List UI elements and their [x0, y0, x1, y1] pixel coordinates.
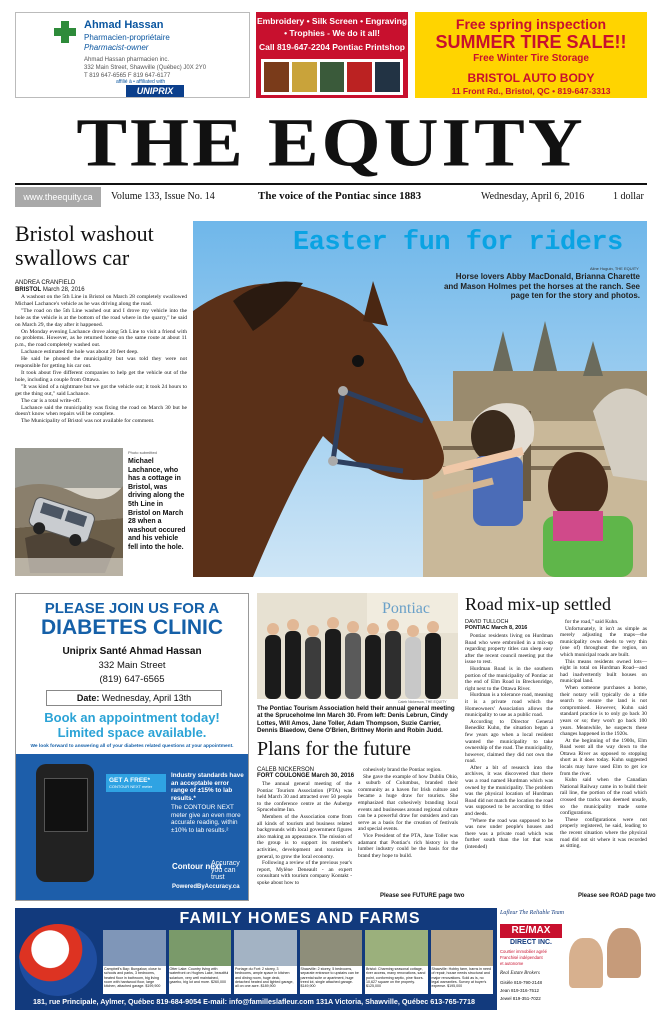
road-paragraph: At the beginning of the 1900s, Elm Road went all the way down to the Ottawa River as opposed to stopping short as it does today. Kuhn suggested locals may have used Elm to get ice from the river. — [560, 737, 647, 777]
family-homes-ad[interactable] — [15, 908, 647, 1010]
home-listing[interactable] — [431, 930, 494, 994]
washout-car-photo — [15, 448, 123, 576]
road-paragraph: These configurations were not properly registered, he said, leading to the recent situation where the physical road did not sit where it was recorded as sitting. — [560, 816, 647, 850]
tagline: The voice of the Pontiac since 1883 — [258, 190, 422, 202]
easter-headline[interactable]: Easter fun for riders — [293, 228, 623, 258]
pharmacy-ad-company: Ahmad Hassan pharmacien inc. — [84, 57, 170, 63]
homes-listings — [103, 930, 493, 994]
home-listing-text: Bristol: Charming seasonal cottage, river access, many renovations, sand point, conforming septic, pine floors. 10,627 square on the property. $125,000 — [366, 967, 426, 989]
plans-article-col2 — [358, 767, 458, 859]
website-link[interactable]: www.theequity.ca — [15, 187, 101, 207]
remax-balloon-icon — [19, 924, 97, 996]
printshop-ad-line2: • Trophies - We do it all! — [284, 28, 380, 38]
diabetes-ad-fine-print: We look forward to answering all of your diabetes related questions at your appointment. — [30, 744, 234, 749]
contour-website[interactable]: PoweredByAccuracy.ca — [172, 884, 240, 890]
home-listing[interactable] — [169, 930, 232, 994]
agent-photo-2 — [607, 928, 641, 978]
washout-paragraph: Lachance said the municipality was fixing the road on March 30 but he doesn't know when repairs will be complete. — [15, 404, 187, 418]
gift-title: GET A FREE* — [109, 777, 151, 784]
road-paragraph: Kuhn said when the Canadian National Railway came in to build their rail line, the portion of the road which crossed the tracks was deemed unsafe, so the municipality made some configurations. — [560, 777, 647, 817]
home-listing[interactable] — [365, 930, 428, 994]
diabetes-ad-cta2: Limited space available. — [57, 725, 207, 740]
washout-dateline-place: BRISTOL — [15, 287, 42, 293]
agent-phone-3: Jewel 819-351-7022 — [500, 996, 541, 1001]
diabetes-ad-headline2: DIABETES CLINIC — [40, 616, 223, 639]
diabetes-clinic-ad[interactable] — [15, 593, 249, 901]
issue-date: Wednesday, April 6, 2016 — [481, 191, 585, 202]
tire-ad-line3: Free Winter Tire Storage — [473, 53, 589, 64]
road-paragraph: After a bit of research into the archives, it was discovered that there was a road named Hurdman which was owned by the municipality. The problem was the physical location of Hurdman Road did not match the location the road was supposed to be according to titles and deeds. — [465, 764, 553, 818]
plans-author: CALEB NICKERSON — [257, 767, 315, 773]
home-listing-text: Portage du Fort: 2 storey, 3 bedrooms, ample space in kitchen and dining room, huge deck, detached heated and lighted garage, all on one acre. $189,900 — [235, 967, 294, 989]
pharmacy-ad-affiliation: affilié à • affiliated with — [116, 79, 166, 85]
tourism-photo-credit: Caleb Nickerson, THE EQUITY — [398, 700, 447, 704]
pharmacy-ad-title-fr: Pharmacien-propriétaire — [84, 33, 170, 42]
washout-paragraph: "The road on the 5th Line washed out and I drove my vehicle into the hole as the vehicle is at the bottom of the road where in the quarry," he said on March 29, the day after it happened. — [15, 307, 187, 328]
diabetes-ad-standards: Industry standards have an acceptable error range of ±15% to lab results.* — [171, 772, 244, 802]
glucose-meter-image — [36, 764, 94, 882]
road-article-col1 — [465, 633, 553, 851]
road-paragraph: Unfortunately, it isn't as simple as merely adjusting the maps—the municipality owns deeds to very thin (one of) throughout the region, on which municipal roads are built. — [560, 625, 647, 658]
road-paragraph: Hurdman is a tolerance road, meaning it is a private road which the Homeowners' Association allows the municipality to use as a public road. — [465, 692, 553, 719]
home-listing-text: Shawville: Hobby farm, barns in need of repair, house needs structural and major renovations. Sold as is, no legal warranties. Survey at buyer's expense. $195,000 — [431, 967, 492, 989]
road-paragraph: for the road," said Kuhn. — [565, 619, 619, 625]
agent-role: Real Estate Brokers — [500, 971, 540, 976]
diabetes-ad-claim: The CONTOUR NEXT meter give an even more accurate reading, within ±10% to lab results.² — [171, 804, 241, 834]
contour-tagline: Accuracy you can trust — [211, 860, 240, 881]
diabetes-ad-date: Wednesday, April 13th — [101, 693, 192, 703]
plans-byline — [257, 767, 354, 779]
road-jump-link[interactable]: Please see ROAD page two — [578, 893, 656, 899]
agent-line2: Franchisé indépendant — [500, 955, 543, 960]
washout-photo-caption: Michael Lachance, who has a cottage in Bristol, was driving along the 5th Line in Bristol on March 28 when a washout occured and his vehicle fell into the hole. — [128, 458, 186, 551]
home-listing-text: Campbell's Bay: Bungalow, close to schools and parks, 3 bedrooms, heated floor in bathroom, big living room with hardwood floor, large kitchen, attached garage. $199,900 — [104, 967, 161, 989]
diabetes-ad-gift-badge — [106, 774, 166, 792]
washout-headline[interactable]: Bristol washout swallows car — [15, 221, 154, 270]
home-listing-photo — [169, 930, 232, 966]
washout-dateline-date: March 28, 2016 — [42, 287, 85, 293]
homes-ad-footer: 181, rue Principale, Aylmer, Québec 819-684-9054 E-mail: info@familleslafleur.com 131A Victoria, Shawville, Québec 613-765-7718 — [33, 997, 475, 1006]
diabetes-ad-date-label: Date: — [76, 693, 100, 703]
washout-paragraph: "It was kind of a nightmare but we got the vehicle out; it took 24 hours to get the thing out," said Lachance. — [15, 383, 187, 397]
home-listing[interactable] — [234, 930, 297, 994]
road-paragraph: Pontiac residents living on Hurdman Road who were embroiled in a mix-up regarding property titles can sleep easy after the recent council meeting put the issue to rest. — [465, 633, 553, 666]
plans-paragraph: She gave the example of how Dublin Ohio, a suburb of Columbus, branded their community as a haven for Irish culture and became a huge draw for tourists. She emphasized that cohesively branding local events and businesses around regional culture can be a powerful draw for outsiders and can serve as a basis for the creation of festivals and special events. — [358, 773, 458, 833]
road-article-col2 — [560, 619, 647, 850]
agent-phone-1: Gisèle 819-790-2148 — [500, 980, 543, 985]
pharmacy-ad[interactable] — [15, 12, 250, 108]
agent-photo-1 — [569, 938, 603, 988]
volume-issue: Volume 133, Issue No. 14 — [111, 191, 215, 202]
home-listing-photo — [234, 930, 297, 966]
printshop-ad-phone: Call 819-647-2204 Pontiac Printshop — [259, 42, 405, 52]
masthead — [15, 103, 647, 183]
plans-paragraph: Members of the Association come from all kinds of tourism and business related backgrounds with local government figures also making an appearance. The mission of the group is to support its member's activities, development and tourism in general, to grow the local economy. — [257, 813, 352, 860]
washout-paragraph: The car is a total write-off. — [21, 397, 81, 404]
uniprix-logo: UNIPRIX santé — [126, 85, 184, 97]
plans-jump-link[interactable]: Please see FUTURE page two — [380, 893, 465, 899]
washout-paragraph: On Monday evening Lachance drove along 5th Line to visit a friend with no problems. However, as he returned home on the same route at about 11 p.m., the road completely washed out. — [15, 328, 187, 349]
plans-paragraph: Following a review of the previous year's report, Mylène Deneault - an expert consultant with tourism company Kontakt - spoke about how to — [257, 860, 352, 886]
easter-photo-caption: Horse lovers Abby MacDonald, Brianna Charette and Mason Holmes pet the horses at the ranch. See page ten for the story and photos. — [443, 272, 640, 300]
pharmacy-ad-phones: T 819 647-6565 F 819 647-6177 — [84, 73, 171, 79]
plans-dateline: FORT COULONGE March 30, 2016 — [257, 773, 355, 779]
tourism-group-photo — [257, 593, 458, 699]
homes-ad-title: FAMILY HOMES AND FARMS — [179, 910, 421, 927]
newspaper-title: THE EQUITY — [76, 105, 586, 181]
plans-paragraph: cohesively brand the Pontiac region. — [363, 767, 442, 773]
tire-ad-headline: SUMMER TIRE SALE!! — [435, 32, 627, 52]
agent-line3: et autonome — [500, 961, 524, 966]
easter-photo-credit: Aline Huguin, THE EQUITY — [590, 266, 639, 271]
issue-info-bar — [15, 187, 647, 207]
home-listing-photo — [431, 930, 494, 966]
road-paragraph: Hurdman Road is in the southern portion of the municipality of Pontiac at the end of Elm Road in Breckenridge, right next to the Ottawa River. — [465, 665, 553, 692]
home-listing[interactable] — [103, 930, 166, 994]
pharmacy-cross-icon — [54, 21, 76, 43]
agent-direct: DIRECT INC. — [510, 939, 552, 946]
tire-sale-ad[interactable] — [415, 12, 647, 98]
road-author: DAVID TULLOCH — [465, 619, 509, 625]
diabetes-ad-date-box — [46, 690, 222, 706]
road-paragraph: This means residents owned lots—eight in total on Hurdman Road—and had inadvertently built houses on municipal land. — [560, 658, 647, 685]
washout-paragraph: A washout on the 5th Line in Bristol on March 28 completely swallowed Michael Lachance's vehicle as he was driving along the road. — [15, 294, 187, 307]
tire-ad-address: 11 Front Rd., Bristol, QC • 819-647-3313 — [451, 86, 611, 96]
road-dateline: PONTIAC March 8, 2016 — [465, 625, 528, 631]
plans-article-col1 — [257, 781, 352, 887]
agent-panel — [497, 908, 647, 1010]
plans-headline[interactable]: Plans for the future — [257, 738, 411, 760]
home-listing-text: Shawville: 2 storey, 5 bedrooms, separate entrance to upstairs can be parental suite or apartment, huge treed lot, single attached garage. $149,900 — [300, 967, 359, 989]
washout-article-body — [15, 294, 187, 425]
gift-sub: CONTOUR NEXT meter — [109, 784, 153, 789]
masthead-rule — [15, 183, 647, 185]
washout-paragraph: He said he phoned the municipality but was told they were not responsible for getting his car out. — [15, 356, 187, 370]
road-byline — [465, 619, 527, 631]
road-paragraph: "Where the road was supposed to be was now under people's houses and there was a private road which was further south than the lot that was (intended) — [465, 817, 553, 850]
diabetes-ad-cta1: Book an appointment today! — [44, 710, 220, 725]
washout-byline: ANDREA CRANFIELD — [15, 280, 76, 286]
washout-paragraph: It took about five different companies to help get the vehicle out of the hole, including a couple from Ottawa. — [15, 369, 187, 383]
contour-logo: Contour next — [172, 862, 222, 871]
home-listing-text: Otter Lake: Country living with waterfront on Hughes Lake, beautiful solarium, very well maintained, gazebo, big lot and more. $260,000 — [169, 967, 229, 984]
pharmacy-ad-name: Ahmad Hassan — [84, 19, 164, 31]
printshop-ad-line1: Embroidery • Silk Screen • Engraving — [256, 16, 408, 26]
remax-logo: RE/MAX — [500, 924, 562, 938]
printshop-ad[interactable] — [256, 12, 408, 98]
home-listing-photo — [365, 930, 428, 966]
road-paragraph: According to Director General Benedikt Kuhn, the situation began a few years ago when a local resident wanted the municipality to take ownership of the road. The municipality, however, claimed they did not own the road. — [465, 718, 553, 765]
road-paragraph: When someone purchases a home, their notary will typically do a title search to ensure the land is not compromised. However, Kuhn said standard practice is to only go back 30 years or so; they won't go back 100 years. Meanwhile, he suspects these changes happened in the 1920s. — [560, 684, 647, 738]
home-listing-photo — [103, 930, 166, 966]
pharmacy-ad-title-en: Pharmacist-owner — [84, 43, 149, 52]
issue-price: 1 dollar — [613, 191, 644, 202]
pharmacy-ad-address: 332 Main Street, Shawville (Québec) J0X 2Y0 — [84, 65, 207, 71]
diabetes-ad-headline1: PLEASE JOIN US FOR A — [44, 600, 220, 617]
tire-ad-line1: Free spring inspection — [455, 16, 607, 32]
washout-paragraph: The Municipality of Bristol was not available for comment. — [21, 418, 155, 425]
agent-phone-2: Jean 819-316-7512 — [500, 988, 540, 993]
road-headline[interactable]: Road mix-up settled — [465, 594, 611, 614]
washout-dateline — [15, 287, 85, 293]
diabetes-ad-address: 332 Main Street — [98, 660, 166, 671]
home-listing[interactable] — [300, 930, 363, 994]
tourism-banner-text: Pontiac — [382, 600, 430, 617]
plans-paragraph: Vice President of the PTA, Jane Toller was adamant that Pontiac's rich history in the lumber industry could be the basis for the brand they hope to build. — [358, 832, 458, 859]
agent-line1: Courtier immobilier agréé — [500, 949, 548, 954]
diabetes-ad-phone: (819) 647-6565 — [99, 674, 165, 685]
diabetes-ad-pharmacy: Uniprix Santé Ahmad Hassan — [62, 646, 202, 657]
tire-ad-shop: BRISTOL AUTO BODY — [467, 71, 595, 85]
home-listing-photo — [300, 930, 363, 966]
printshop-products-image — [261, 59, 403, 95]
agent-brand: Lafleur The Reliable Team — [500, 910, 564, 916]
plans-paragraph: The annual general meeting of the Pontiac Tourism Association (PTA) was held March 30 and attracted over 50 people to the conference centre at the Auberge Spruceholme Inn. — [257, 781, 352, 814]
tourism-photo-caption: The Pontiac Tourism Association held their annual general meeting at the Spruceholme Inn March 30. From left: Denis Lebrun, Cindy Lottes, Will Amos, Jane Toller, Adam Thompson, Suzie Carrier, Dennis Blaedow, Gene O'Brien, Brittney Morin and Robin Judd. — [257, 705, 455, 735]
washout-paragraph: Lachance estimated the hole was about 20 feet deep. — [21, 349, 139, 356]
washout-photo-credit: Photo submitted — [128, 450, 157, 455]
